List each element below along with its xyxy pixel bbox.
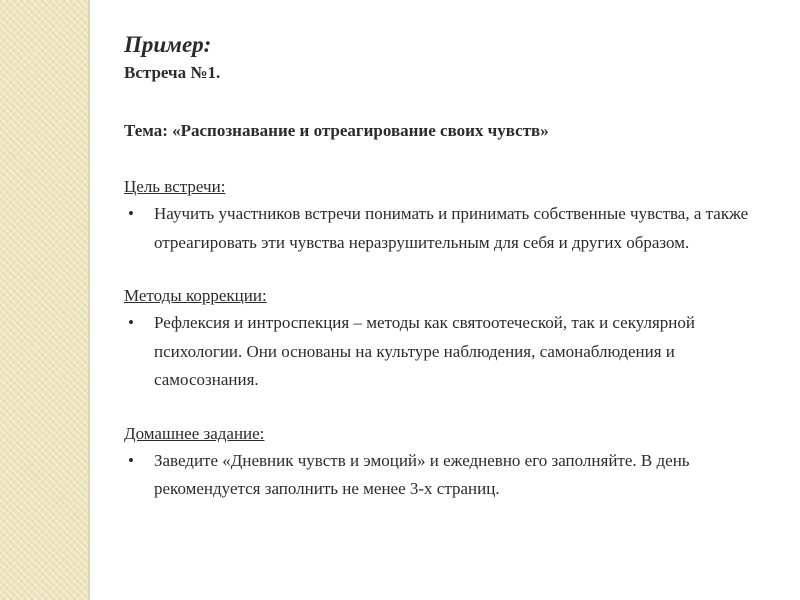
slide-content <box>124 30 764 530</box>
section-heading-goal: Цель встречи: <box>124 177 226 196</box>
section-goal <box>124 174 764 257</box>
section-heading-homework: Домашнее задание: <box>124 423 265 443</box>
bullet-item-methods <box>124 309 764 395</box>
bullet-text-homework: Заведите «Дневник чувств и эмоций» и ежедневно его заполняйте. В день рекомендуется заполнить не менее 3-х страниц. <box>154 450 690 498</box>
bullet-mark: • <box>128 313 134 332</box>
bullet-mark: • <box>128 204 134 223</box>
bullet-item-goal <box>124 200 764 257</box>
meeting-number: Встреча №1. <box>124 63 221 82</box>
slide-title: Пример: <box>124 32 212 57</box>
section-homework <box>124 421 764 504</box>
bullet-item-homework <box>124 447 764 504</box>
section-heading-methods: Методы коррекции: <box>124 286 267 305</box>
bullet-text-methods: Рефлексия и интроспекция – методы как святоотеческой, так и секулярной психологии. Они основаны на культуре наблюдения, самонаблюдения и самосознания. <box>154 313 695 389</box>
bullet-mark: • <box>128 450 134 470</box>
side-strip-border <box>88 0 90 600</box>
decorative-side-strip <box>0 0 88 600</box>
section-methods <box>124 283 764 395</box>
topic-line: Тема: «Распознавание и отреагирование своих чувств» <box>124 121 549 140</box>
bullet-text-goal: Научить участников встречи понимать и принимать собственные чувства, а также отреагировать эти чувства неразрушительным для себя и других образом. <box>154 204 749 252</box>
